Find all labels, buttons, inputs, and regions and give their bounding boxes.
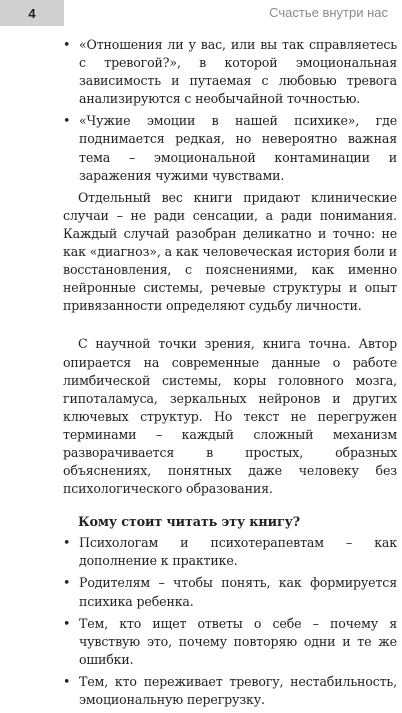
paragraph-scientific: С научной точки зрения, книга точна. Автор опирается на современные данные о работе лимбической системы, коры головного мозга, гипоталамуса, зеркальных нейронов и других ключевых структур. Но текст не перегружен терминами – каждый сложный механизм разворачивается в простых, образных объяснениях, понятных даже человеку без психологического образования. [63,336,397,497]
list-item-text: Родителям – чтобы понять, как формируется психика ребенка. [79,575,397,609]
list-item-text: Тем, кто ищет ответы о себе – почему я чувствую это, почему повторяю одни и те же ошибки. [79,615,397,667]
section-heading: Кому стоит читать эту книгу? [78,515,301,531]
list-item-text: «Отношения ли у вас, или вы так справляетесь с тревогой?», в которой эмоциональная зависимость и путаемая с любовью тревога анализируются с необычайной точностью. [79,37,397,107]
list-item [63,615,397,669]
page-number: 4 [0,0,64,26]
list-item [63,534,397,570]
list-item [63,673,397,709]
list-item [63,36,397,108]
list-item-text: Психологам и психотерапевтам – как дополнение к практике. [79,535,397,569]
bullet-marker: • [63,535,71,551]
running-title: Счастье внутри нас [269,5,388,20]
paragraph-clinical-cases: Отдельный вес книги придают клинические случаи – не ради сенсации, а ради понимания. Каждый случай разобран деликатно и точно: не как «диагноз», а как человеческая история боли и восстановления, с пояснениями, как именно нейронные системы, речевые структуры и опыт привязанности определяют судьбу личности. [63,189,397,314]
list-item-text: Тем, кто переживает тревогу, нестабильность, эмоциональную перегрузку. [79,673,397,707]
list-item-text: «Чужие эмоции в нашей психике», где поднимается редкая, но невероятно важная тема – эмоциональной контаминации и заражения чужими чувствами. [79,113,397,183]
page-body [63,36,397,713]
bullet-marker: • [63,575,71,591]
list-item [63,574,397,610]
bullet-marker: • [63,615,71,631]
bullet-marker: • [63,113,71,129]
spacer [63,315,397,335]
page-header [0,0,402,28]
list-item [63,112,397,184]
bullet-marker: • [63,673,71,689]
spacer [63,498,397,514]
bullet-marker: • [63,37,71,52]
